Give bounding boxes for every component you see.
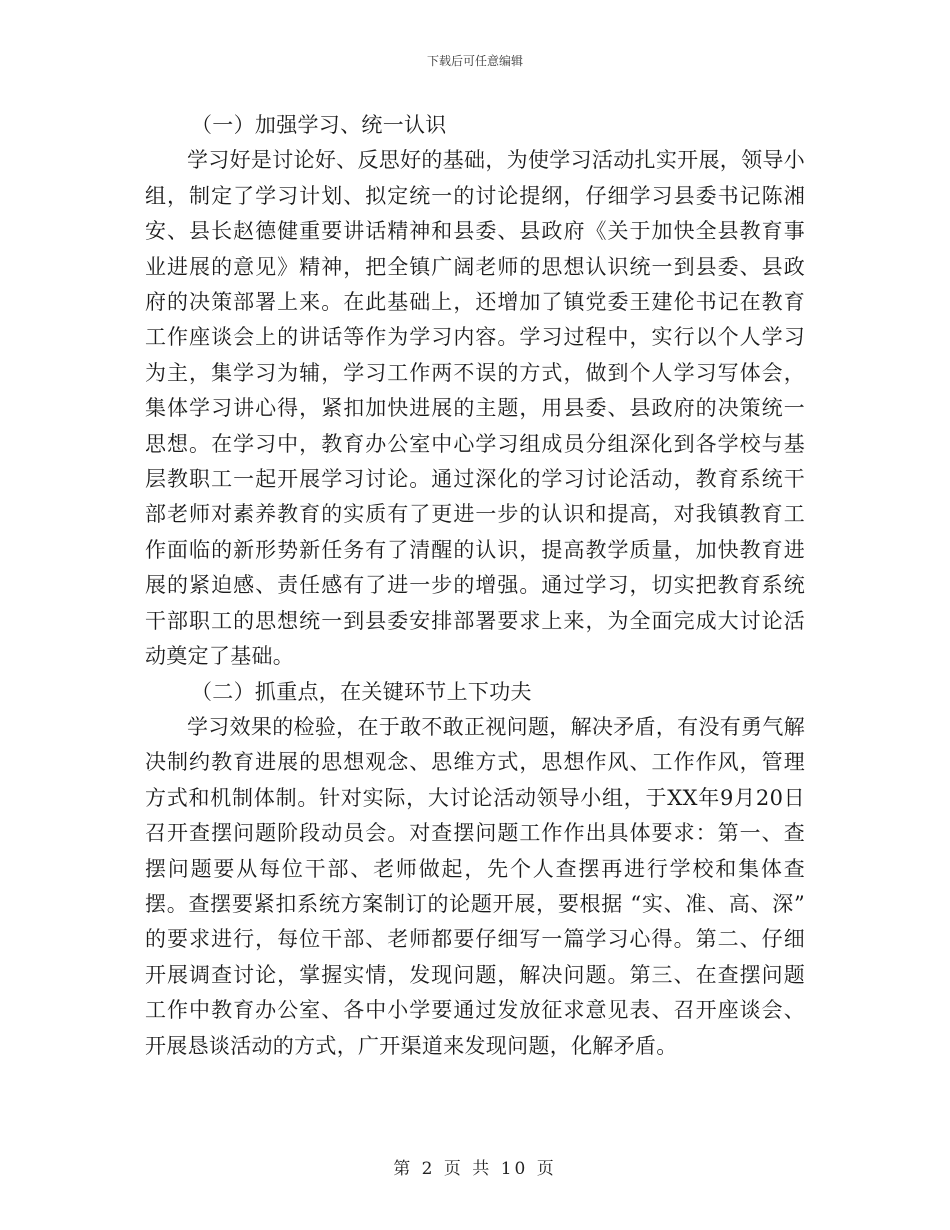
page-header: 下载后可任意编辑 xyxy=(426,54,523,68)
page-number-footer: 第 2 页 共 10 页 xyxy=(393,1159,557,1179)
section-paragraph-2: 学习效果的检验，在于敢不敢正视问题，解决矛盾，有没有勇气解决制约教育进展的思想观念、思维方式，思想作风、工作作风，管理方式和机制体制。针对实际，大讨论活动领导小组，于XX年9月20日召开查摆问题阶段动员会。对查摆问题工作作出具体要求：第一、查摆问题要从每位干部、老师做起，先个人查摆再进行学校和集体查摆。查摆要紧扣系统方案制订的论题开展，要根据 “实、准、高、深” 的要求进行，每位干部、老师都要仔细写一篇学习心得。第二、仔细开展调查讨论，掌握实情，发现问题，解决问题。第三、在查摆问题工作中教育办公室、各中小学要通过发放征求意见表、召开座谈会、开展恳谈活动的方式，广开渠道来发现问题，化解矛盾。 xyxy=(145,714,805,1058)
section-heading-2: （二）抓重点，在关键环节上下功夫 xyxy=(191,679,532,704)
document-body xyxy=(145,108,805,1064)
section-paragraph-1: 学习好是讨论好、反思好的基础，为使学习活动扎实开展，领导小组，制定了学习计划、拟定统一的讨论提纲，仔细学习县委书记陈湘安、县长赵德健重要讲话精神和县委、县政府《关于加快全县教育事业进展的意见》精神，把全镇广阔老师的思想认识统一到县委、县政府的决策部署上来。在此基础上，还增加了镇党委王建伦书记在教育工作座谈会上的讲话等作为学习内容。学习过程中，实行以个人学习为主，集学习为辅，学习工作两不误的方式，做到个人学习写体会，集体学习讲心得，紧扣加快进展的主题，用县委、县政府的决策统一思想。在学习中，教育办公室中心学习组成员分组深化到各学校与基层教职工一起开展学习讨论。通过深化的学习讨论活动，教育系统干部老师对素养教育的实质有了更进一步的认识和提高，对我镇教育工作面临的新形势新任务有了清醒的认识，提高教学质量，加快教育进展的紧迫感、责任感有了进一步的增强。通过学习，切实把教育系统干部职工的思想统一到县委安排部署要求上来，为全面完成大讨论活动奠定了基础。 xyxy=(145,148,805,669)
section-heading-1: （一）加强学习、统一认识 xyxy=(191,113,447,137)
